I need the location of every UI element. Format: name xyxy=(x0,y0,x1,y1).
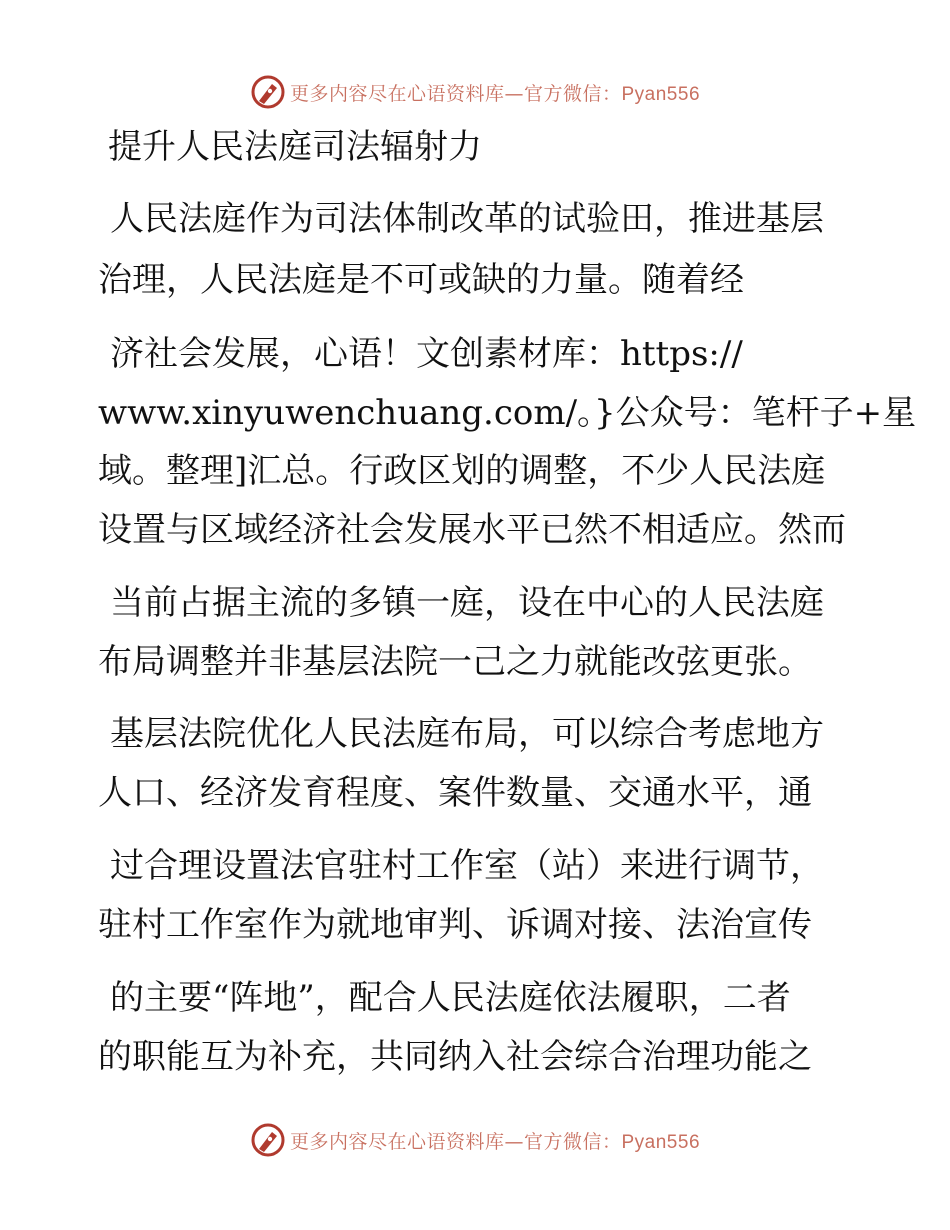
pen-nib-seal-icon xyxy=(250,74,286,110)
watermark-label: 更多内容尽在心语资料库—官方微信： xyxy=(289,1130,622,1153)
header-watermark xyxy=(0,72,950,112)
footer-watermark xyxy=(0,1120,950,1160)
text-line: 基层法院优化人民法庭布局，可以综合考虑地方 xyxy=(110,714,824,754)
text-line: 人民法庭作为司法体制改革的试验田，推进基层 xyxy=(110,199,824,239)
watermark-wechat-id: Pyan556 xyxy=(621,1131,701,1153)
text-line: www.xinyuwenchuang.com/。}公众号：笔杆子+星 xyxy=(98,393,917,433)
watermark-wechat-id: Pyan556 xyxy=(621,83,701,105)
watermark-text xyxy=(290,1127,700,1154)
text-line: 布局调整并非基层法院一己之力就能改弦更张。 xyxy=(98,642,812,682)
text-line: 的职能互为补充，共同纳入社会综合治理功能之 xyxy=(98,1037,812,1077)
text-line: 济社会发展，心语！文创素材库：https:// xyxy=(110,334,743,374)
text-line: 治理，人民法庭是不可或缺的力量。随着经 xyxy=(98,260,744,300)
watermark-label: 更多内容尽在心语资料库—官方微信： xyxy=(289,82,622,105)
text-line: 的主要“阵地”，配合人民法庭依法履职，二者 xyxy=(110,978,791,1018)
text-line: 驻村工作室作为就地审判、诉调对接、法治宣传 xyxy=(98,905,812,945)
text-line: 过合理设置法官驻村工作室（站）来进行调节， xyxy=(110,846,824,886)
watermark-text xyxy=(290,79,700,106)
text-line: 设置与区域经济社会发展水平已然不相适应。然而 xyxy=(98,510,846,550)
text-line: 域。整理]汇总。行政区划的调整，不少人民法庭 xyxy=(98,451,826,491)
pen-nib-seal-icon xyxy=(250,1122,286,1158)
text-line: 人口、经济发育程度、案件数量、交通水平，通 xyxy=(98,773,812,813)
document-title: 提升人民法庭司法辐射力 xyxy=(108,127,482,167)
text-line: 当前占据主流的多镇一庭，设在中心的人民法庭 xyxy=(110,583,824,623)
